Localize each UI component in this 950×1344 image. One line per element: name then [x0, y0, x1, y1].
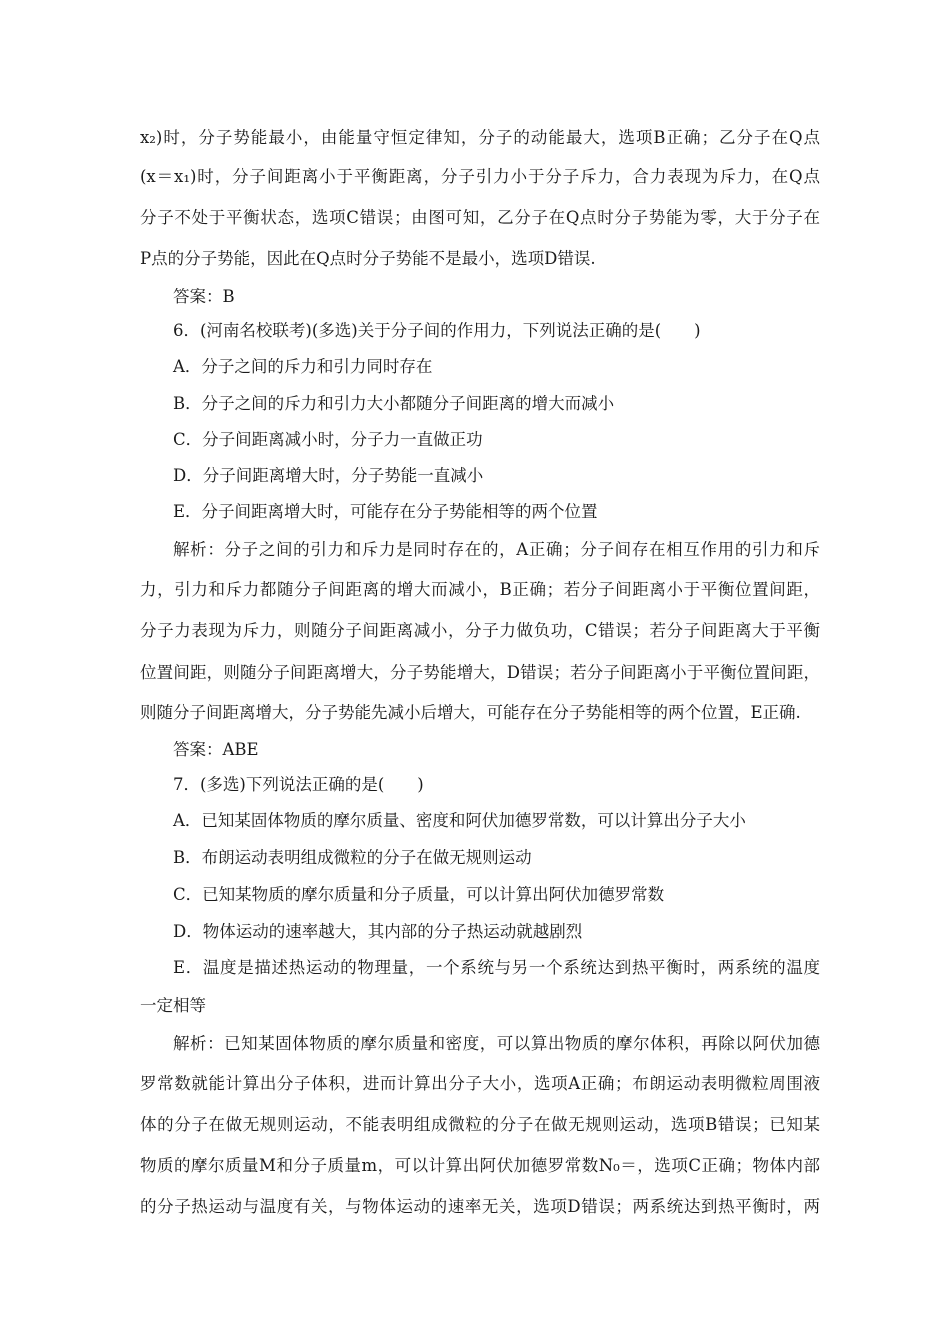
question-7-option-c: C．已知某物质的摩尔质量和分子质量，可以计算出阿伏加德罗常数	[173, 885, 665, 904]
question-6-option-a: A．分子之间的斥力和引力同时存在	[173, 357, 433, 376]
text-line: 分子不处于平衡状态，选项C错误；由图可知，乙分子在Q点时分子势能为零，大于分子在	[140, 208, 820, 227]
analysis-line: 解析：分子之间的引力和斥力是同时存在的，A正确；分子间存在相互作用的引力和斥	[173, 540, 820, 559]
question-7-option-a: A．已知某固体物质的摩尔质量、密度和阿伏加德罗常数，可以计算出分子大小	[173, 811, 746, 830]
question-7-option-d: D．物体运动的速率越大，其内部的分子热运动就越剧烈	[173, 922, 583, 941]
question-6-option-d: D．分子间距离增大时，分子势能一直减小	[173, 466, 484, 485]
analysis-line: 解析：已知某固体物质的摩尔质量和密度，可以算出物质的摩尔体积，再除以阿伏加德	[173, 1034, 820, 1053]
question-7-option-b: B．布朗运动表明组成微粒的分子在做无规则运动	[173, 848, 532, 867]
analysis-line: 的分子热运动与温度有关，与物体运动的速率无关，选项D错误；两系统达到热平衡时，两	[140, 1197, 820, 1216]
answer-line: 答案：ABE	[173, 740, 259, 759]
analysis-line: 位置间距，则随分子间距离增大，分子势能增大，D错误；若分子间距离小于平衡位置间距，	[140, 663, 820, 682]
answer-line: 答案：B	[173, 287, 235, 306]
question-6-option-b: B．分子之间的斥力和引力大小都随分子间距离的增大而减小	[173, 394, 615, 413]
question-7-stem: 7．(多选)下列说法正确的是( )	[173, 775, 424, 794]
text-line: (x＝x₁)时，分子间距离小于平衡距离，分子引力小于分子斥力，合力表现为斥力，在Q点	[140, 167, 820, 186]
analysis-line: 分子力表现为斥力，则随分子间距离减小，分子力做负功，C错误；若分子间距离大于平衡	[140, 621, 820, 640]
question-6-option-e: E．分子间距离增大时，可能存在分子势能相等的两个位置	[173, 502, 598, 521]
analysis-line: 力，引力和斥力都随分子间距离的增大而减小，B正确；若分子间距离小于平衡位置间距，	[140, 580, 820, 599]
text-line: P点的分子势能，因此在Q点时分子势能不是最小，选项D错误.	[140, 249, 596, 268]
analysis-line: 罗常数就能计算出分子体积，进而计算出分子大小，选项A正确；布朗运动表明微粒周围液	[140, 1074, 820, 1093]
text-line: x₂)时，分子势能最小，由能量守恒定律知，分子的动能最大，选项B正确；乙分子在Q点	[140, 128, 820, 147]
analysis-line: 物质的摩尔质量M和分子质量m，可以计算出阿伏加德罗常数N₀＝，选项C正确；物体内部	[140, 1156, 820, 1175]
question-6-stem: 6．(河南名校联考)(多选)关于分子间的作用力，下列说法正确的是( )	[173, 321, 701, 340]
question-7-option-e: E．温度是描述热运动的物理量，一个系统与另一个系统达到热平衡时，两系统的温度	[173, 958, 820, 977]
question-6-option-c: C．分子间距离减小时，分子力一直做正功	[173, 430, 483, 449]
analysis-line: 则随分子间距离增大，分子势能先减小后增大，可能存在分子势能相等的两个位置，E正确.	[140, 703, 801, 722]
analysis-line: 体的分子在做无规则运动，不能表明组成微粒的分子在做无规则运动，选项B错误；已知某	[140, 1115, 820, 1134]
text-line: 一定相等	[140, 996, 206, 1015]
